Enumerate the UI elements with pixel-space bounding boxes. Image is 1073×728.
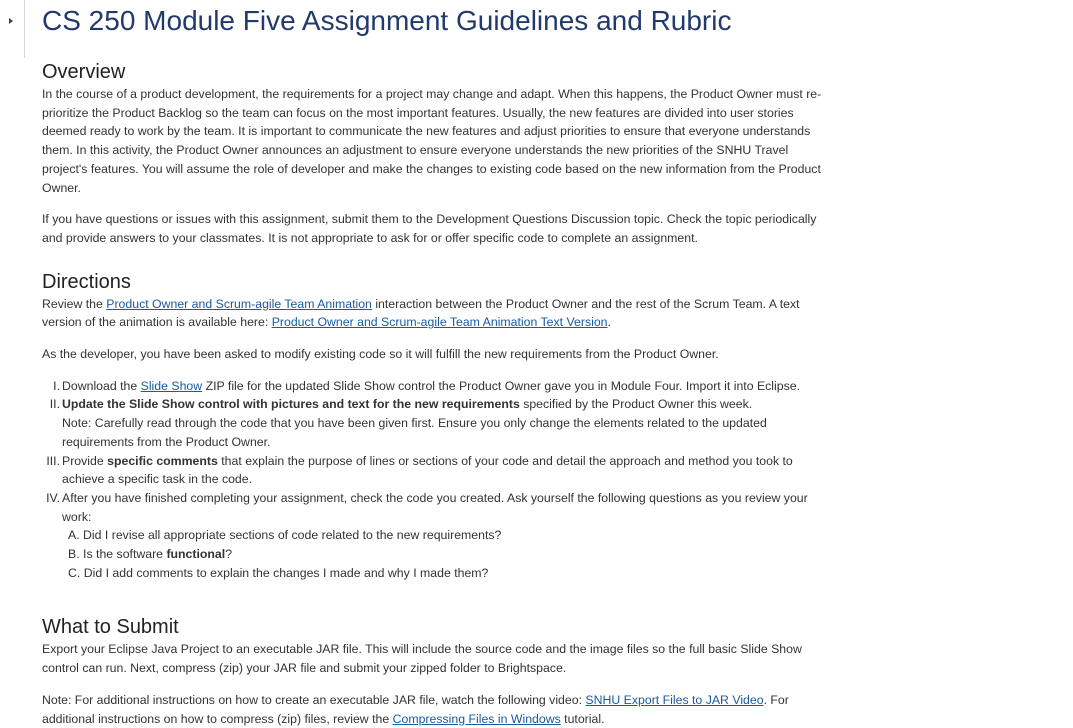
text-segment: that explain the purpose of lines or sections of your code and detail the approach and method you took to achieve a specific task in the code. <box>62 453 793 487</box>
page-title: CS 250 Module Five Assignment Guidelines and Rubric <box>42 5 732 36</box>
animation-link[interactable]: Product Owner and Scrum-agile Team Animation <box>106 296 372 311</box>
directions-list <box>42 377 832 583</box>
text-segment: . For additional instructions on how to compress (zip) files, review the <box>42 692 789 726</box>
list-number: III. <box>46 453 60 468</box>
text-segment: Review the <box>42 296 107 311</box>
what-to-submit-section <box>42 615 832 728</box>
text-segment: tutorial. <box>560 711 605 726</box>
submit-paragraph-1: Export your Eclipse Java Project to an executable JAR file. This will include the source code and the image files so the full basic Slide Show control can run. Next, compress (zip) your JAR file and submit your zipped folder to Brightspace. <box>42 642 802 676</box>
text-segment: Did I revise all appropriate sections of code related to the new requirements? <box>83 528 502 543</box>
bold-text: functional <box>166 547 226 562</box>
list-item <box>46 489 832 583</box>
overview-paragraph-1: In the course of a product development, the requirements for a project may change and adapt. When this happens, the Product Owner must re-prioritize the Product Backlog so the team can focus on the most important features. Usually, the new features are divided into user stories deemed ready to work by the team. It is important to communicate the new features and adjust priorities to ensure that everyone understands them. In this activity, the Product Owner announces an adjustment to ensure everyone understands the new priorities of the SNHU Travel project's features. You will assume the role of developer and make the changes to existing code based on the new information from the Product Owner. <box>42 87 822 195</box>
document-content <box>42 0 832 728</box>
list-item <box>46 452 832 489</box>
slide-show-link[interactable]: Slide Show <box>140 378 203 393</box>
bold-text: Update the Slide Show control with pictures and text for the new requirements <box>62 397 520 412</box>
sub-list <box>62 526 832 582</box>
list-item <box>53 377 832 396</box>
text-segment: interaction between the Product Owner and the rest of the Scrum Team. A text version of the animation is available here: <box>42 296 800 330</box>
list-number: B. <box>68 547 80 562</box>
list-number: A. <box>68 528 80 543</box>
note-text: Note: Carefully read through the code that you have been given first. Ensure you only change the elements related to the updated requirements from the Product Owner. <box>62 416 767 449</box>
list-number: C. <box>68 565 81 580</box>
list-number: I. <box>53 378 60 393</box>
text-segment: ? <box>225 547 233 562</box>
directions-heading: Directions <box>42 270 131 293</box>
sub-list-item <box>68 545 832 564</box>
text-segment: ZIP file for the updated Slide Show control the Product Owner gave you in Module Four. Import it into Eclipse. <box>202 378 801 393</box>
animation-text-version-link[interactable]: Product Owner and Scrum-agile Team Animation Text Version <box>271 315 608 330</box>
overview-section <box>42 60 832 248</box>
text-segment: After you have finished completing your assignment, check the code you created. Ask yourself the following questions as you review your work: <box>62 490 808 524</box>
list-number: IV. <box>46 490 60 505</box>
compressing-files-link[interactable]: Compressing Files in Windows <box>392 711 561 726</box>
list-number: II. <box>49 397 60 412</box>
directions-paragraph-2: As the developer, you have been asked to modify existing code so it will fulfill the new requirements from the Product Owner. <box>42 347 719 362</box>
text-segment: . <box>607 315 611 330</box>
sub-list-item <box>68 526 832 545</box>
text-segment: Download the <box>62 378 141 393</box>
what-to-submit-heading: What to Submit <box>42 616 179 639</box>
bold-text: specific comments <box>107 453 218 468</box>
left-border-line <box>24 0 25 58</box>
list-item <box>49 395 832 451</box>
text-segment: Is the software <box>83 547 167 562</box>
submit-paragraph-2 <box>42 691 832 728</box>
overview-paragraph-2: If you have questions or issues with this assignment, submit them to the Development Questions Discussion topic. Check the topic periodically and provide answers to your classmates. It is not appropriate to ask for or offer specific code to complete an assignment. <box>42 212 817 245</box>
text-segment: Did I add comments to explain the changes I made and why I made them? <box>83 565 489 580</box>
directions-section <box>42 270 832 583</box>
sub-list-item <box>68 564 832 583</box>
text-segment: Note: For additional instructions on how to create an executable JAR file, watch the following video: <box>42 692 586 707</box>
overview-heading: Overview <box>42 61 126 83</box>
directions-paragraph-1 <box>42 295 832 332</box>
text-segment: Provide <box>62 453 108 468</box>
collapse-arrow-icon[interactable] <box>9 18 13 24</box>
text-segment: specified by the Product Owner this week. <box>519 397 753 412</box>
jar-video-link[interactable]: SNHU Export Files to JAR Video <box>585 692 764 707</box>
